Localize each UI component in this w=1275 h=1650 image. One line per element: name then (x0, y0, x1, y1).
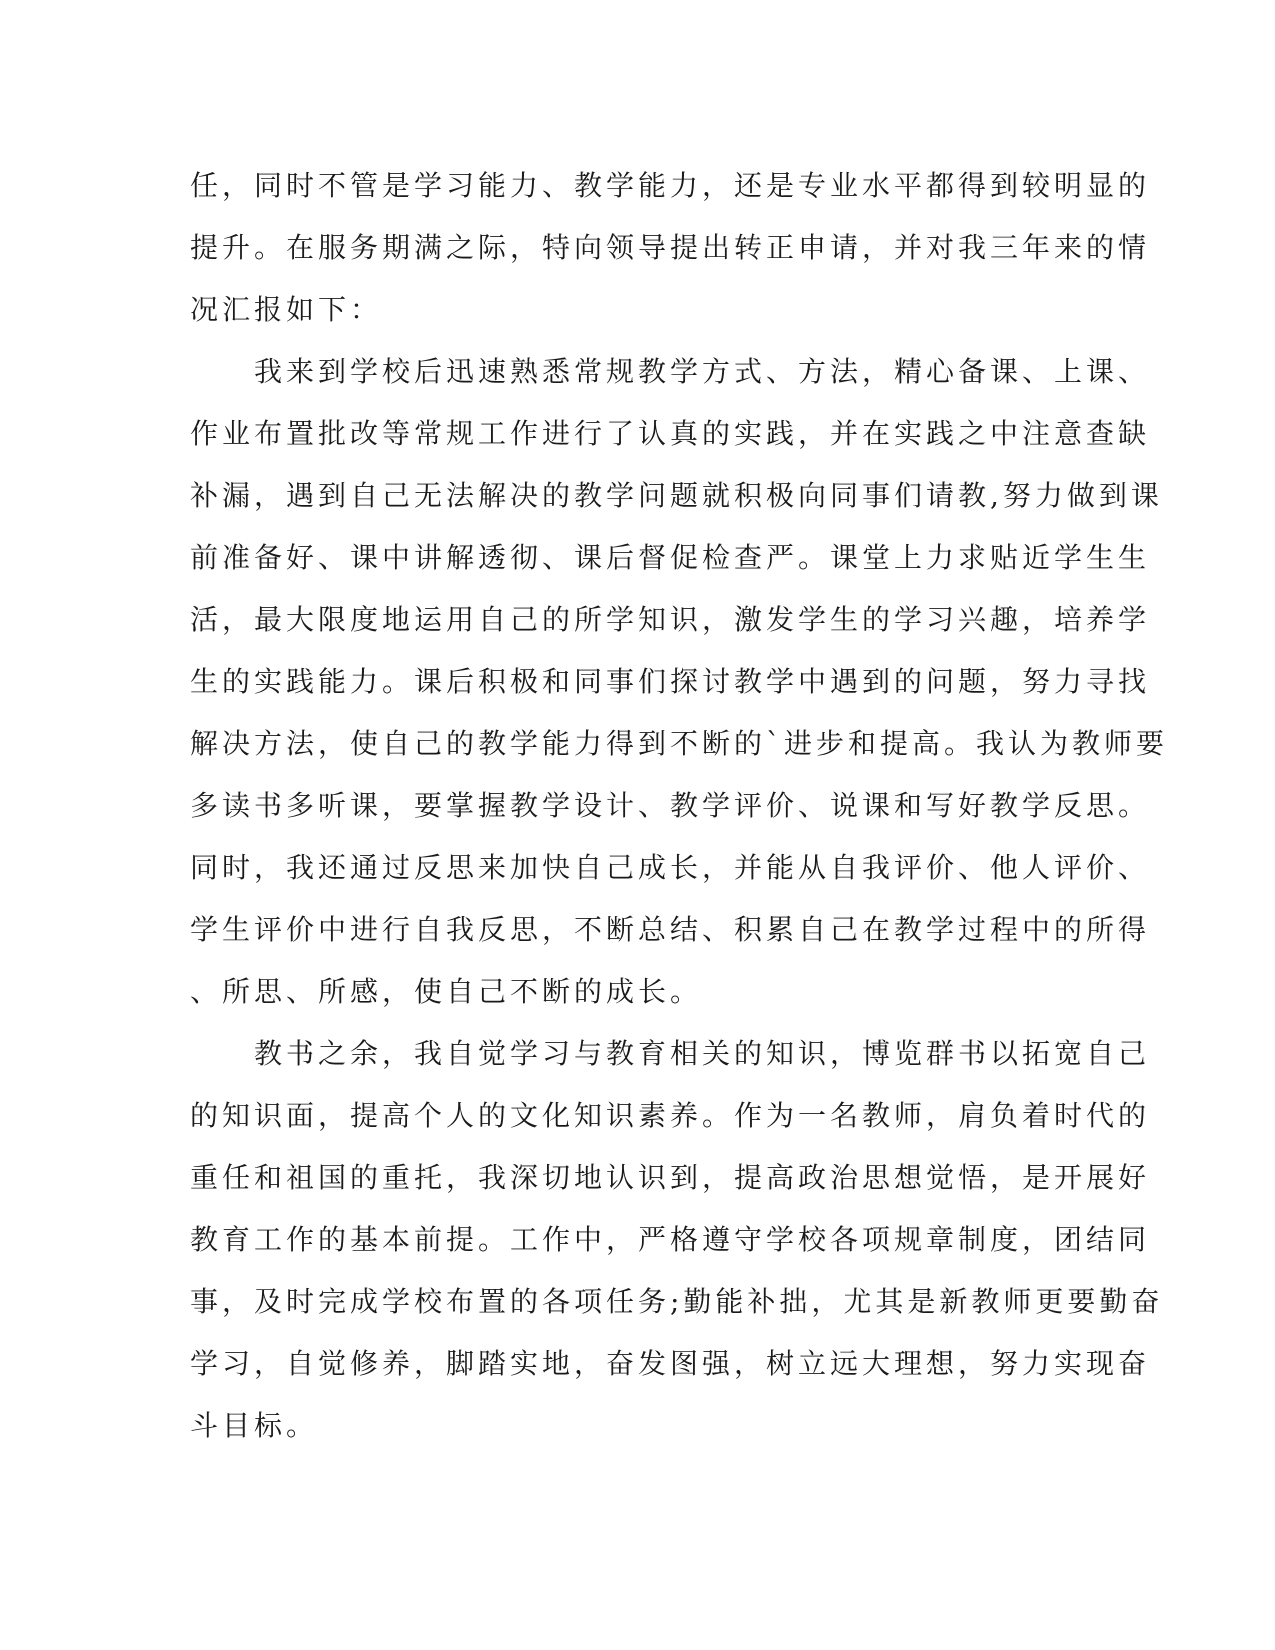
text-line: 提升。在服务期满之际，特向领导提出转正申请，并对我三年来的情 (190, 231, 1151, 264)
paragraph-1 (190, 155, 1151, 341)
text-line: 教书之余，我自觉学习与教育相关的知识，博览群书以拓宽自己 (190, 1037, 1151, 1070)
text-line: 多读书多听课，要掌握教学设计、教学评价、说课和写好教学反思。 (190, 789, 1151, 822)
text-line: 学习，自觉修养，脚踏实地，奋发图强，树立远大理想，努力实现奋 (190, 1347, 1151, 1380)
text-line: 的知识面，提高个人的文化知识素养。作为一名教师，肩负着时代的 (190, 1099, 1151, 1132)
paragraph-2 (190, 341, 1169, 1023)
text-line: 事，及时完成学校布置的各项任务;勤能补拙，尤其是新教师更要勤奋 (190, 1285, 1164, 1318)
text-line: 重任和祖国的重托，我深切地认识到，提高政治思想觉悟，是开展好 (190, 1161, 1151, 1194)
paragraph-3 (190, 1023, 1164, 1457)
text-line: 学生评价中进行自我反思，不断总结、积累自己在教学过程中的所得 (190, 913, 1151, 946)
text-line: 前准备好、课中讲解透彻、课后督促检查严。课堂上力求贴近学生生 (190, 541, 1151, 574)
text-line: 作业布置批改等常规工作进行了认真的实践，并在实践之中注意查缺 (190, 417, 1151, 450)
text-line: 生的实践能力。课后积极和同事们探讨教学中遇到的问题，努力寻找 (190, 665, 1151, 698)
text-line: 况汇报如下： (190, 293, 383, 326)
text-line: 解决方法，使自己的教学能力得到不断的`进步和提高。我认为教师要 (190, 727, 1169, 760)
text-line: 教育工作的基本前提。工作中，严格遵守学校各项规章制度，团结同 (190, 1223, 1151, 1256)
text-line: 、所思、所感，使自己不断的成长。 (190, 975, 703, 1008)
text-line: 我来到学校后迅速熟悉常规教学方式、方法，精心备课、上课、 (190, 355, 1151, 388)
text-line: 同时，我还通过反思来加快自己成长，并能从自我评价、他人评价、 (190, 851, 1151, 884)
text-line: 活，最大限度地运用自己的所学知识，激发学生的学习兴趣，培养学 (190, 603, 1151, 636)
text-line: 斗目标。 (190, 1409, 319, 1442)
text-line: 任，同时不管是学习能力、教学能力，还是专业水平都得到较明显的 (190, 169, 1151, 202)
text-line: 补漏，遇到自己无法解决的教学问题就积极向同事们请教,努力做到课 (190, 479, 1163, 512)
document-body (190, 155, 1169, 1457)
